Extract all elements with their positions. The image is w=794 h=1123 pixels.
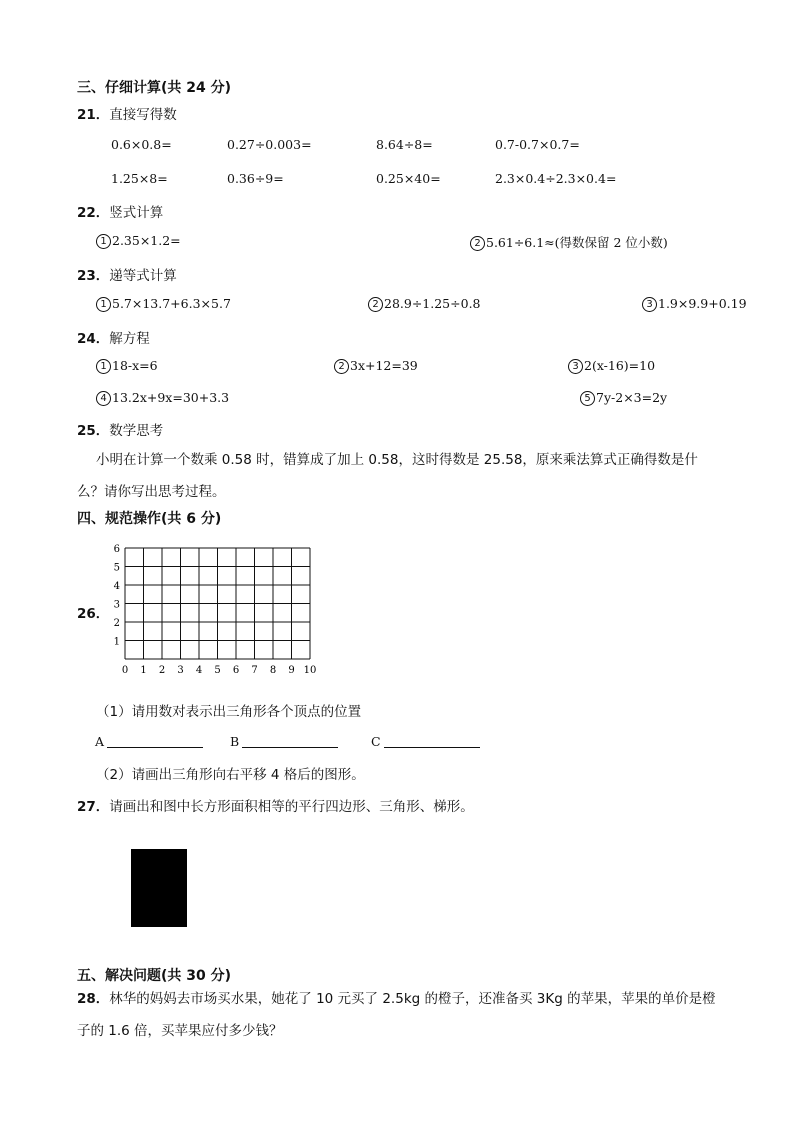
answer-blank-c[interactable]: C bbox=[371, 734, 480, 749]
q28-text-line: 28．林华的妈妈去市场买水果，她花了 10 元买了 2.5kg 的橙子，还准备买 3Kg 的苹果，苹果的单价是橙 bbox=[77, 991, 716, 1007]
q24-item: 4 13.2x+9x=30+3.3 bbox=[96, 390, 229, 406]
q24-item: 3 2(x-16)=10 bbox=[568, 358, 655, 374]
x-tick-label: 7 bbox=[251, 665, 258, 676]
y-tick-label: 4 bbox=[113, 581, 120, 592]
circled-number: 2 bbox=[368, 297, 383, 312]
x-tick-label: 10 bbox=[303, 665, 317, 676]
circled-number: 4 bbox=[96, 391, 111, 406]
q23-item: 3 1.9×9.9+0.19 bbox=[642, 296, 747, 312]
section-three-title: 三、仔细计算(共 24 分) bbox=[77, 80, 232, 96]
q21-item: 0.25×40= bbox=[376, 171, 441, 186]
q23-heading: 23．递等式计算 bbox=[77, 268, 177, 284]
x-tick-label: 3 bbox=[177, 665, 184, 676]
q24-heading: 24．解方程 bbox=[77, 331, 150, 347]
x-tick-label: 1 bbox=[140, 665, 147, 676]
x-tick-label: 0 bbox=[121, 665, 129, 676]
y-tick-label: 1 bbox=[113, 636, 120, 648]
x-tick-label: 4 bbox=[195, 665, 203, 676]
shaded-rectangle bbox=[131, 849, 187, 927]
q21-item: 0.7-0.7×0.7= bbox=[495, 137, 580, 152]
q28-text-line: 子的 1.6 倍，买苹果应付多少钱？ bbox=[77, 1023, 283, 1039]
section-four-title: 四、规范操作(共 6 分) bbox=[77, 511, 222, 527]
section-five-title: 五、解决问题(共 30 分) bbox=[77, 968, 232, 984]
coordinate-grid bbox=[108, 538, 340, 680]
q25-heading: 25．数学思考 bbox=[77, 423, 164, 439]
x-tick-label: 2 bbox=[158, 665, 166, 676]
q21-item: 2.3×0.4÷2.3×0.4= bbox=[495, 171, 617, 186]
x-tick-label: 6 bbox=[232, 665, 240, 676]
q27-heading: 27．请画出和图中长方形面积相等的平行四边形、三角形、梯形。 bbox=[77, 799, 474, 815]
q22-heading: 22．竖式计算 bbox=[77, 205, 164, 221]
q26-sub2: （2）请画出三角形向右平移 4 格后的图形。 bbox=[96, 767, 365, 783]
circled-number: 1 bbox=[96, 234, 111, 249]
q21-item: 1.25×8= bbox=[111, 171, 168, 186]
q26-sub1: （1）请用数对表示出三角形各个顶点的位置 bbox=[96, 704, 362, 720]
q21-item: 0.27÷0.003= bbox=[227, 137, 312, 152]
q22-item: 1 2.35×1.2= bbox=[96, 233, 181, 249]
q23-item: 1 5.7×13.7+6.3×5.7 bbox=[96, 296, 231, 312]
y-tick-label: 6 bbox=[113, 544, 120, 555]
y-tick-label: 2 bbox=[113, 618, 120, 629]
x-tick-label: 5 bbox=[214, 665, 221, 676]
circled-number: 2 bbox=[334, 359, 349, 374]
q23-item: 2 28.9÷1.25÷0.8 bbox=[368, 296, 481, 312]
q24-item: 2 3x+12=39 bbox=[334, 358, 418, 374]
q24-item: 1 18-x=6 bbox=[96, 358, 158, 374]
circled-number: 2 bbox=[470, 236, 485, 251]
x-tick-label: 8 bbox=[269, 665, 277, 676]
q26-heading: 26． bbox=[77, 606, 110, 622]
circled-number: 5 bbox=[580, 391, 595, 406]
q21-item: 0.6×0.8= bbox=[111, 137, 172, 152]
y-tick-label: 3 bbox=[113, 599, 120, 611]
q21-item: 8.64÷8= bbox=[376, 137, 433, 152]
y-tick-label: 5 bbox=[113, 562, 120, 574]
q21-item: 0.36÷9= bbox=[227, 171, 284, 186]
circled-number: 1 bbox=[96, 297, 111, 312]
q25-text-line: 么？请你写出思考过程。 bbox=[77, 484, 226, 500]
circled-number: 3 bbox=[642, 297, 657, 312]
circled-number: 1 bbox=[96, 359, 111, 374]
q22-item: 2 5.61÷6.1≈(得数保留 2 位小数) bbox=[470, 233, 668, 251]
q21-heading: 21．直接写得数 bbox=[77, 107, 177, 123]
dotted-grid bbox=[102, 822, 604, 954]
q24-item: 5 7y-2×3=2y bbox=[580, 390, 667, 406]
circled-number: 3 bbox=[568, 359, 583, 374]
q25-text-line: 小明在计算一个数乘 0.58 时，错算成了加上 0.58，这时得数是 25.58，原来乘法算式正确得数是什 bbox=[96, 452, 698, 468]
answer-blank-b[interactable]: B bbox=[230, 734, 338, 749]
answer-blank-a[interactable]: A bbox=[95, 734, 203, 749]
x-tick-label: 9 bbox=[288, 665, 295, 676]
